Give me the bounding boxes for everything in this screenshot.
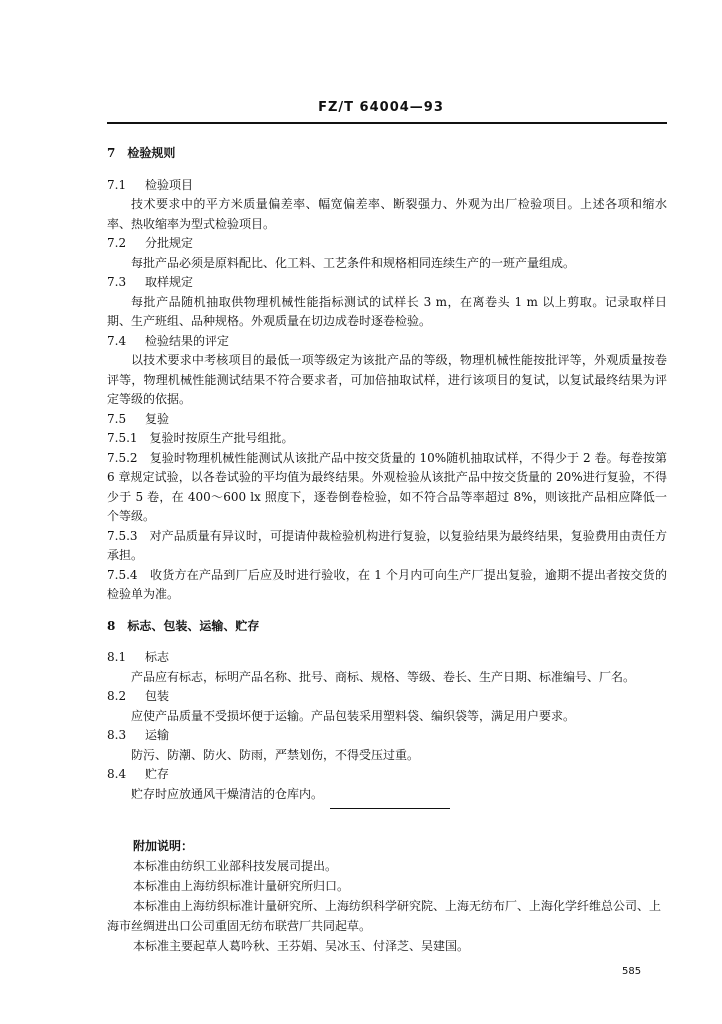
clause-title: 分批规定 bbox=[145, 236, 194, 250]
clause-text: 对产品质量有异议时，可提请仲裁检验机构进行复验，以复验结果为最终结果，复验费用由责任方承担。 bbox=[107, 528, 667, 562]
note-line: 本标准主要起草人葛吟秋、王芬娟、吴冰玉、付泽芝、吴建国。 bbox=[133, 939, 470, 953]
clause-title: 运输 bbox=[145, 728, 170, 742]
clause-7-5-1 bbox=[107, 429, 667, 449]
standard-code-header: FZ/T 64004—93 bbox=[318, 100, 444, 115]
note-line: 本标准由上海纺织标准计量研究所归口。 bbox=[133, 879, 350, 893]
clause-number: 7.5 bbox=[107, 411, 127, 426]
clause-number: 8.1 bbox=[107, 650, 127, 664]
clause-text: 每批产品随机抽取供物理机械性能指标测试的试样长 3 m，在离卷头 1 m 以上剪取。记录取样日期、生产班组、品种规格。外观质量在切边成卷时逐卷检验。 bbox=[107, 294, 667, 328]
clause-text: 技术要求中的平方米质量偏差率、幅宽偏差率、断裂强力、外观为出厂检验项目。上述各项和缩水率、热收缩率为型式检验项目。 bbox=[107, 197, 667, 231]
clause-text: 产品应有标志，标明产品名称、批号、商标、规格、等级、卷长、生产日期、标准编号、厂名。 bbox=[131, 669, 636, 684]
clause-text: 贮存时应放通风干燥清洁的仓库内。 bbox=[131, 786, 324, 801]
clause-title: 复验 bbox=[145, 411, 170, 426]
clause-number: 7.3 bbox=[107, 275, 127, 289]
clause-text: 每批产品必须是原料配比、化工料、工艺条件和规格相同连续生产的一班产量组成。 bbox=[131, 255, 576, 270]
document-body bbox=[107, 144, 667, 804]
clause-title: 贮存 bbox=[145, 767, 170, 781]
clause-7-5-2 bbox=[107, 449, 667, 527]
notes-title: 附加说明： bbox=[133, 839, 194, 853]
clause-title: 标志 bbox=[145, 650, 170, 664]
clause-number: 7.4 bbox=[107, 333, 127, 348]
section-8-title: 8 标志、包装、运输、贮存 bbox=[107, 618, 260, 633]
clause-text: 应使产品质量不受损坏便于运输。产品包装采用塑料袋、编织袋等，满足用户要求。 bbox=[131, 708, 576, 723]
page-number: 585 bbox=[622, 966, 642, 977]
clause-number: 7.5.1 bbox=[107, 431, 138, 445]
clause-text: 收货方在产品到厂后应及时进行验收，在 1 个月内可向生产厂提出复验，逾期不提出者按交货的检验单为准。 bbox=[107, 567, 667, 601]
clause-7-4 bbox=[107, 332, 667, 410]
additional-notes bbox=[107, 836, 667, 956]
clause-8-2 bbox=[107, 687, 667, 726]
clause-number: 7.5.2 bbox=[107, 450, 138, 465]
clause-8-1 bbox=[107, 648, 667, 687]
clause-title: 检验结果的评定 bbox=[145, 333, 230, 348]
clause-text: 复验时按原生产批号组批。 bbox=[149, 431, 294, 445]
clause-7-3 bbox=[107, 273, 667, 332]
clause-number: 7.5.4 bbox=[107, 567, 138, 582]
clause-7-1 bbox=[107, 176, 667, 235]
clause-text: 防污、防潮、防火、防雨，严禁划伤，不得受压过重。 bbox=[131, 747, 420, 762]
clause-7-5-3 bbox=[107, 527, 667, 566]
header-rule bbox=[107, 122, 667, 124]
clause-title: 检验项目 bbox=[145, 177, 194, 192]
clause-title: 包装 bbox=[145, 689, 170, 703]
clause-text: 以技术要求中考核项目的最低一项等级定为该批产品的等级，物理机械性能按批评等，外观质量按卷评等，物理机械性能测试结果不符合要求者，可加倍抽取试样，进行该项目的复试，以复试最终结果为评定等级的依据。 bbox=[107, 353, 667, 406]
note-line: 本标准由纺织工业部科技发展司提出。 bbox=[133, 859, 338, 873]
clause-title: 取样规定 bbox=[145, 275, 194, 289]
clause-number: 7.5.3 bbox=[107, 528, 138, 543]
clause-8-4 bbox=[107, 765, 667, 804]
clause-7-5 bbox=[107, 410, 667, 430]
section-7-title: 7 检验规则 bbox=[107, 146, 176, 160]
clause-text: 复验时物理机械性能测试从该批产品中按交货量的 10%随机抽取试样，不得少于 2 卷。每卷按第 6 章规定试验，以各卷试验的平均值为最终结果。外观检验从该批产品中按交货量的 20%进行复验，不得少于 5 卷，在 400～600 lx 照度下，逐卷倒卷检验，如不符合品等率超过 8%，则该批产品相应降低一个等级。 bbox=[107, 450, 667, 523]
clause-number: 7.2 bbox=[107, 236, 127, 250]
section-divider bbox=[330, 808, 450, 809]
clause-number: 8.3 bbox=[107, 728, 127, 742]
clause-8-3 bbox=[107, 726, 667, 765]
clause-number: 8.4 bbox=[107, 767, 127, 781]
clause-number: 8.2 bbox=[107, 689, 127, 703]
clause-7-2 bbox=[107, 234, 667, 273]
clause-7-5-4 bbox=[107, 566, 667, 605]
clause-number: 7.1 bbox=[107, 177, 127, 192]
note-line: 本标准由上海纺织标准计量研究所、上海纺织科学研究院、上海无纺布厂、上海化学纤维总公司、上海市丝绸进出口公司重固无纺布联营厂共同起草。 bbox=[107, 899, 662, 933]
